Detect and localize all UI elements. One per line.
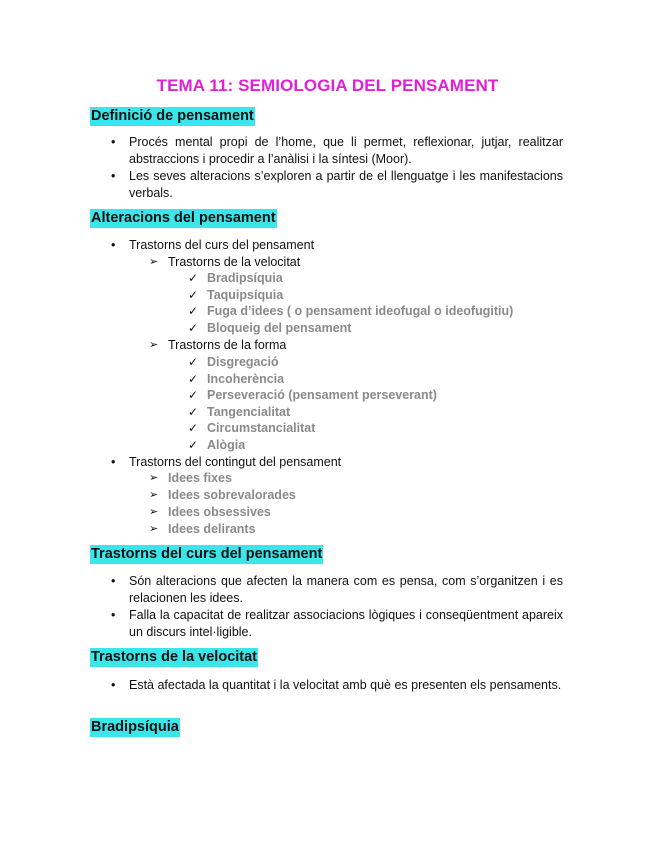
check-icon: ✓ [188, 388, 199, 402]
check-icon: ✓ [188, 288, 199, 302]
definicio-bullet-1: Procés mental propi de l’home, que li permet, reflexionar, jutjar, realitzar abstraccions i procedir a l’anàlisi i la síntesi (Moor). [129, 135, 563, 166]
heading-definicio: Definició de pensament [91, 108, 254, 124]
velocitat-item: Bradipsíquia [207, 271, 283, 285]
arrow-icon: ➢ [149, 506, 159, 518]
velocitat-bullet-1: Està afectada la quantitat i la velocitat amb què es presenten els pensaments. [129, 678, 562, 692]
velocitat-label: Trastorns de la velocitat [168, 255, 301, 269]
check-icon: ✓ [188, 405, 199, 419]
curs-bullet-1: Són alteracions que afecten la manera com es pensa, com s’organitzen i es relacionen les idees. [129, 574, 563, 605]
bullet-icon: • [111, 574, 116, 588]
forma-item: Incoherència [207, 372, 285, 386]
forma-item: Circumstancialitat [207, 421, 316, 435]
forma-item: Alògia [207, 438, 246, 452]
arrow-icon: ➢ [149, 523, 159, 535]
check-icon: ✓ [188, 271, 199, 285]
velocitat-item: Taquipsíquia [207, 288, 284, 302]
check-icon: ✓ [188, 421, 199, 435]
velocitat-item: Bloqueig del pensament [207, 321, 352, 335]
bullet-icon: • [111, 608, 116, 622]
check-icon: ✓ [188, 321, 199, 335]
velocitat-item: Fuga d’idees ( o pensament ideofugal o ideofugitiu) [207, 304, 514, 318]
check-icon: ✓ [188, 304, 199, 318]
forma-item: Tangencialitat [207, 405, 291, 419]
check-icon: ✓ [188, 438, 199, 452]
definicio-bullet-2: Les seves alteracions s’exploren a partir de el llenguatge i les manifestacions verbals. [129, 169, 563, 200]
contingut-item: Idees delirants [168, 522, 256, 536]
heading-bradipsiquia: Bradipsíquia [91, 719, 179, 735]
arrow-icon: ➢ [149, 339, 159, 351]
heading-velocitat: Trastorns de la velocitat [91, 649, 258, 665]
bullet-icon: • [111, 238, 116, 252]
bullet-icon: • [111, 678, 116, 692]
forma-label: Trastorns de la forma [168, 338, 287, 352]
arrow-icon: ➢ [149, 489, 159, 501]
heading-alteracions: Alteracions del pensament [91, 210, 276, 226]
arrow-icon: ➢ [149, 256, 159, 268]
arrow-icon: ➢ [149, 472, 159, 484]
forma-item: Perseveració (pensament perseverant) [207, 388, 437, 402]
heading-curs: Trastorns del curs del pensament [91, 546, 323, 562]
page-title: TEMA 11: SEMIOLOGIA DEL PENSAMENT [156, 76, 499, 95]
contingut-item: Idees obsessives [168, 505, 271, 519]
alteracions-contingut-label: Trastorns del contingut del pensament [129, 455, 342, 469]
contingut-item: Idees sobrevalorades [168, 488, 296, 502]
contingut-item: Idees fixes [168, 471, 232, 485]
bullet-icon: • [111, 455, 116, 469]
bullet-icon: • [111, 135, 116, 149]
bullet-icon: • [111, 169, 116, 183]
curs-bullet-2: Falla la capacitat de realitzar associacions lògiques i conseqüentment apareix un discurs intel·ligible. [129, 608, 563, 639]
check-icon: ✓ [188, 372, 199, 386]
check-icon: ✓ [188, 355, 199, 369]
forma-item: Disgregació [207, 355, 279, 369]
alteracions-curs-label: Trastorns del curs del pensament [129, 238, 315, 252]
